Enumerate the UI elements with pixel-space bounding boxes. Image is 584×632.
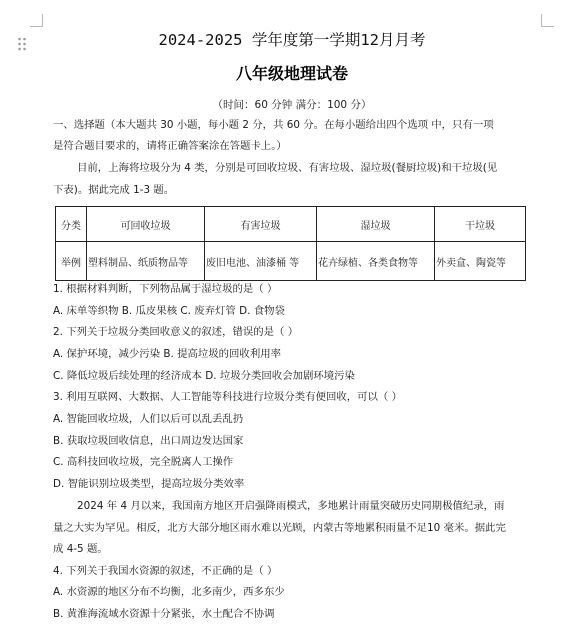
table-cell: 外卖盒、陶瓷等: [435, 242, 526, 281]
table-header-cell: 干垃圾: [435, 207, 526, 242]
question-4-stem: 4. 下列关于我国水资源的叙述，不正确的是（ ）: [53, 565, 278, 577]
material-intro-line1: 目前，上海将垃圾分为 4 类，分别是可回收垃圾、有害垃圾、湿垃圾(餐厨垃圾)和干垃圾(见: [77, 162, 498, 174]
table-cell: 废旧电池、油漆桶 等: [205, 242, 317, 281]
question-2-options-cd: C. 降低垃圾后续处理的经济成本 D. 垃圾分类回收会加剧环境污染: [53, 370, 355, 382]
question-4-option-a: A. 水资源的地区分布不均衡，北多南少，西多东少: [53, 586, 285, 598]
garbage-classification-table: [55, 206, 526, 281]
question-2-options-ab: A. 保护环境，减少污染 B. 提高垃圾的回收利用率: [53, 348, 281, 360]
question-1-stem: 1. 根据材料判断，下列物品属于湿垃圾的是（ ）: [53, 283, 278, 295]
question-3-option-b: B. 获取垃圾回收信息，出口周边发达国家: [53, 435, 244, 447]
section-instructions-line2: 是符合题目要求的，请将正确答案涂在答题卡上。）: [53, 140, 287, 152]
table-cell: 塑料制品、纸质物品等: [87, 242, 205, 281]
table-header-row: [56, 207, 526, 242]
table-header-cell: 分类: [56, 207, 87, 242]
exam-paper-title: 八年级地理试卷: [235, 64, 348, 83]
question-1-options: A. 床单等织物 B. 瓜皮果核 C. 废弃灯管 D. 食物袋: [53, 305, 285, 317]
question-4-option-b: B. 黄淮海流域水资源十分紧张，水土配合不协调: [53, 608, 275, 620]
section-instructions-line1: 一、选择题（本大题共 30 小题，每小题 2 分，共 60 分。在每小题给出四个选项 中，只有一项: [53, 119, 494, 131]
question-3-option-c: C. 高科技回收垃圾，完全脱离人工操作: [53, 456, 234, 468]
question-3-option-d: D. 智能识别垃圾类型，提高垃圾分类效率: [53, 478, 245, 490]
table-header-cell: 有害垃圾: [205, 207, 317, 242]
question-3-option-a: A. 智能回收垃圾，人们以后可以乱丢乱扔: [53, 413, 244, 425]
material-2-line2: 量之大实为罕见。相反，北方大部分地区雨水难以光顾，内蒙古等地累积雨量不足10 毫米。据此完: [53, 522, 506, 534]
table-header-cell: 湿垃圾: [317, 207, 435, 242]
exam-time-score: （时间：60 分钟 满分：100 分）: [212, 99, 372, 111]
material-2-line1: 2024 年 4 月以来，我国南方地区开启强降雨模式，多地累计雨量突破历史同期极值纪录，雨: [77, 500, 505, 512]
table-cell: 举例: [56, 242, 87, 281]
page-corner-mark: [541, 14, 554, 27]
table-header-cell: 可回收垃圾: [87, 207, 205, 242]
material-2-line3: 成 4-5 题。: [53, 543, 108, 555]
table-cell: 花卉绿植、各类食物等: [317, 242, 435, 281]
table-row: [56, 242, 526, 281]
question-3-stem: 3. 利用互联网、大数据、人工智能等科技进行垃圾分类有便回收，可以（ ）: [53, 391, 403, 403]
question-2-stem: 2. 下列关于垃圾分类回收意义的叙述，错误的是（ ）: [53, 326, 299, 338]
exam-term-title: 2024-2025 学年度第一学期12月月考: [158, 31, 426, 49]
material-intro-line2: 下表)。据此完成 1-3 题。: [53, 184, 175, 196]
page-corner-mark: [30, 14, 43, 27]
